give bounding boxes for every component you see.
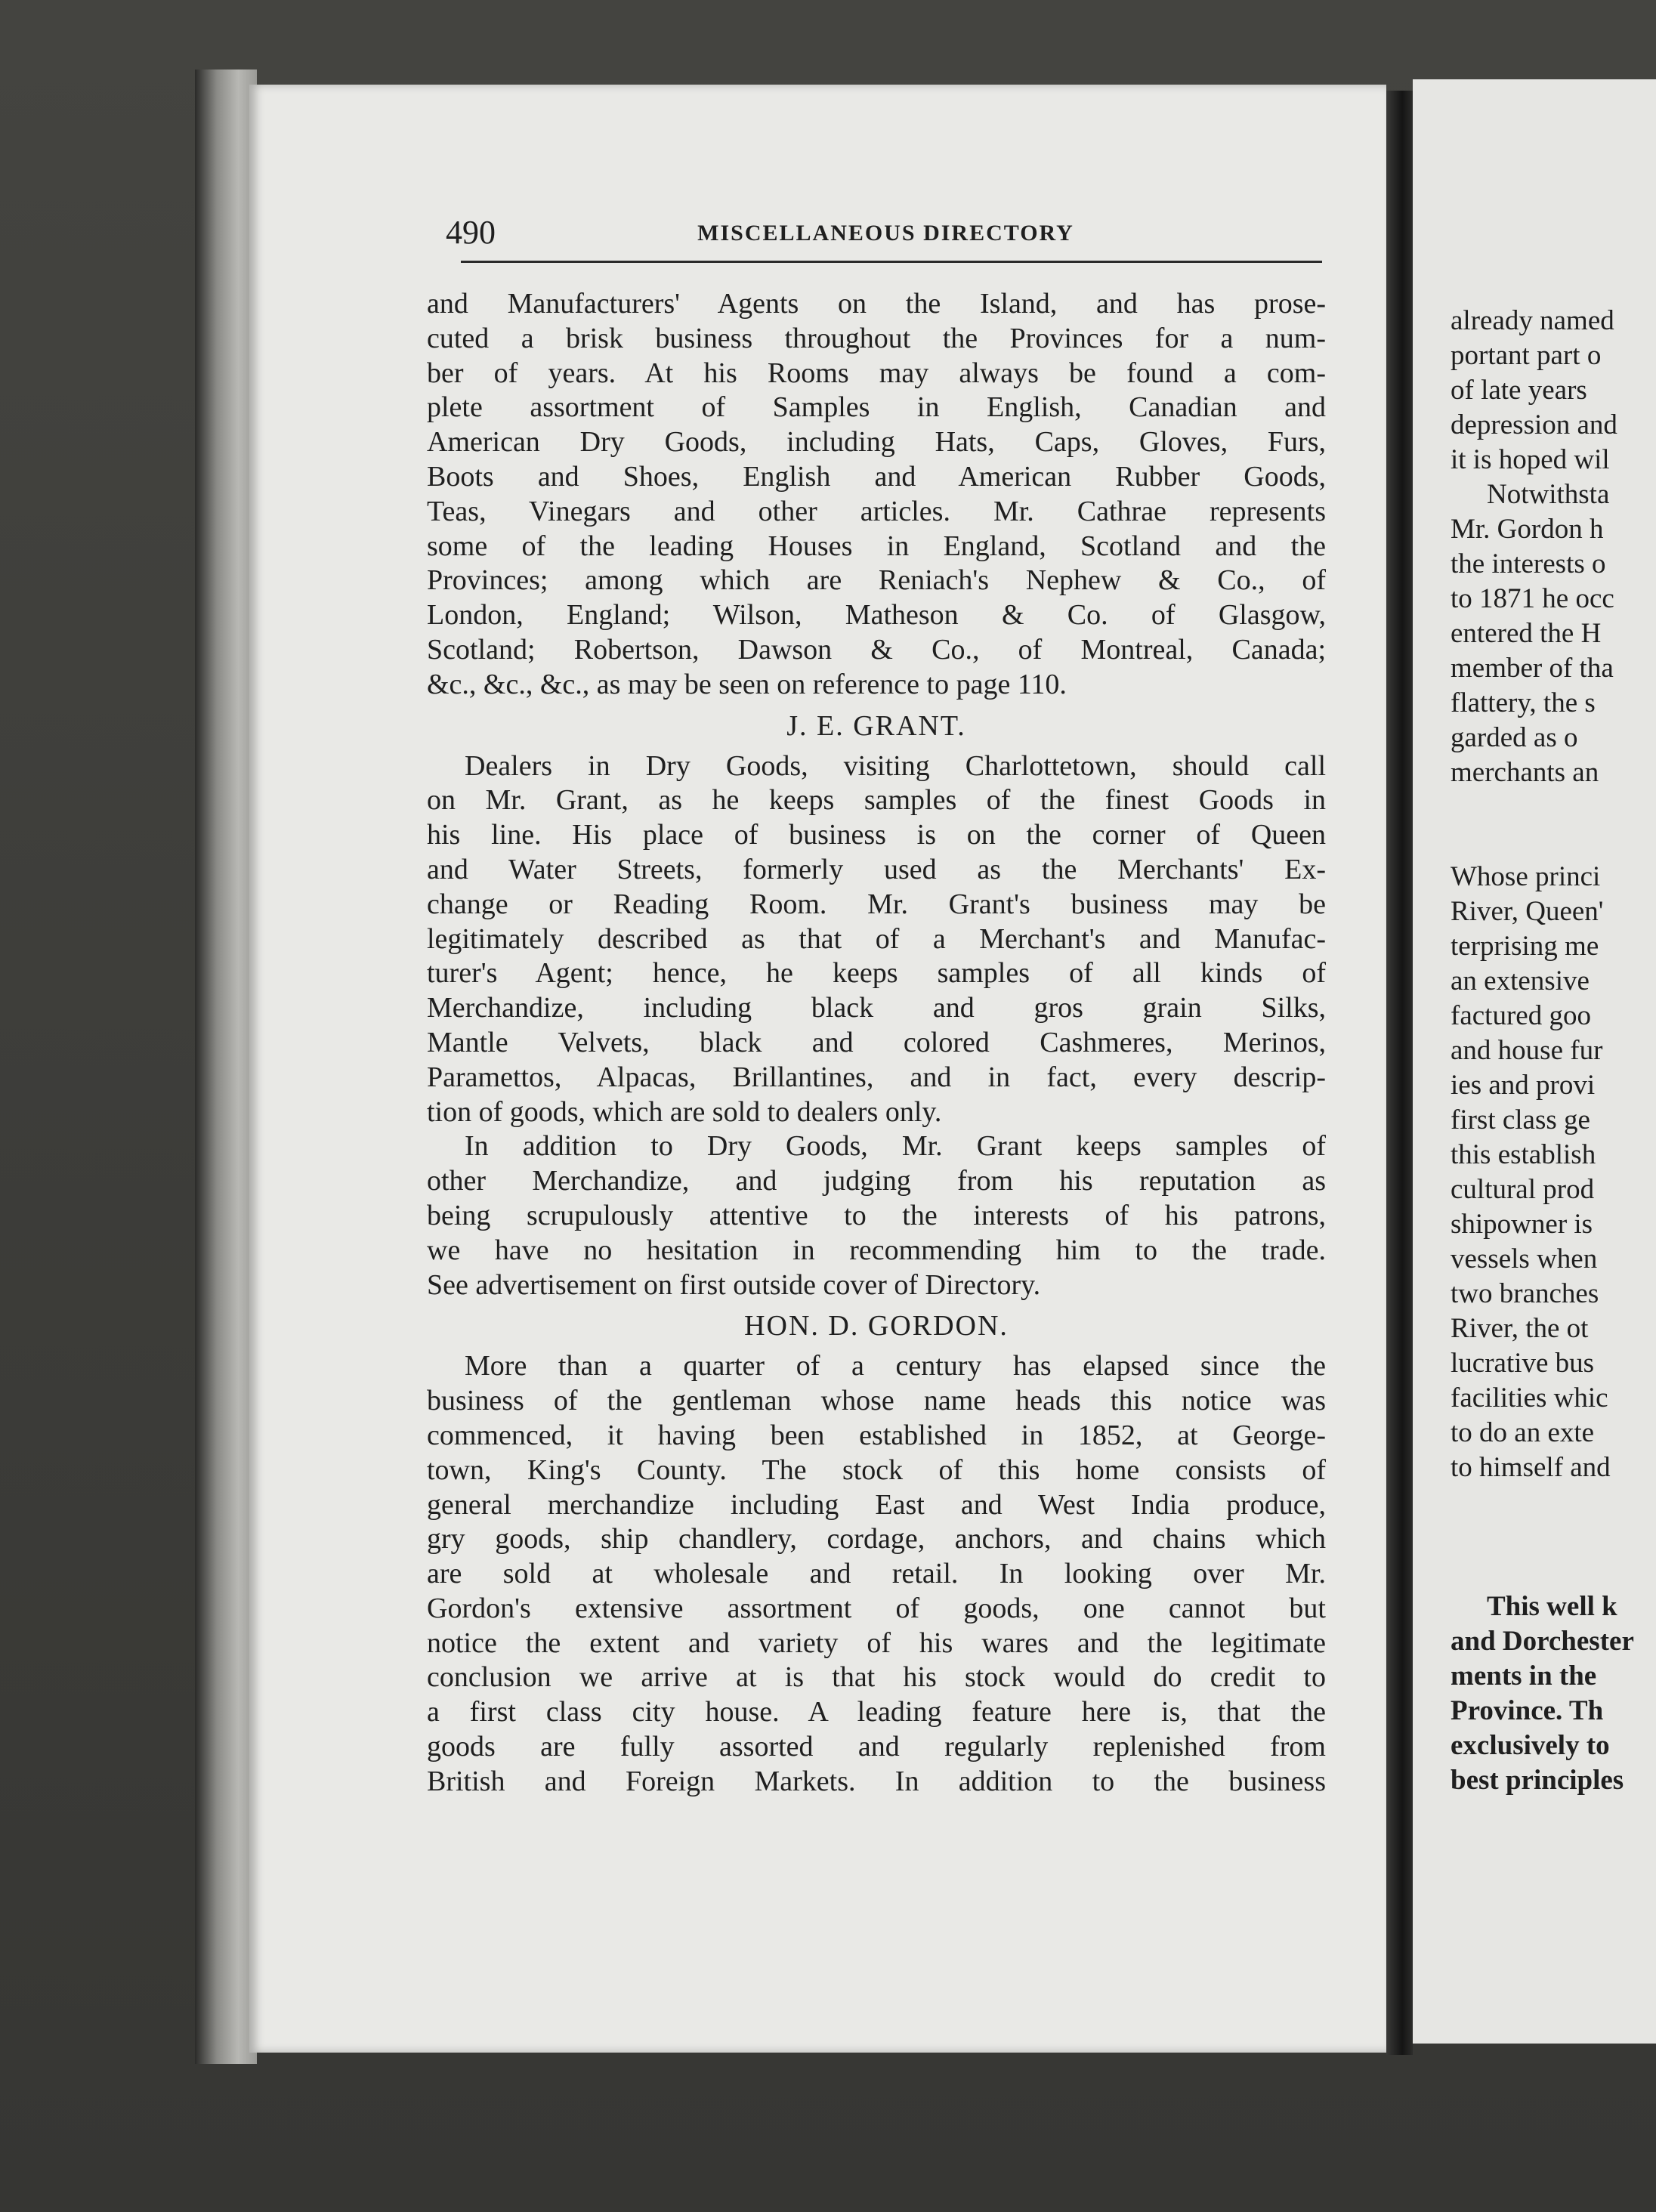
text-line: factured goo (1451, 1000, 1591, 1031)
text-line: depression and (1451, 409, 1617, 440)
text-line: merchants an (1451, 757, 1599, 788)
text-line: exclusively to (1451, 1730, 1610, 1761)
left-page-body (427, 287, 1326, 1800)
text-line: general merchandize including East and West India produce, (427, 1488, 1326, 1521)
text-line: Provinces; among which are Reniach's Nephew & Co., of (427, 564, 1326, 597)
text-line: Province. Th (1451, 1695, 1604, 1726)
text-line: This well k (1487, 1591, 1617, 1622)
text-line: Gordon's extensive assortment of goods, one cannot but (427, 1592, 1326, 1624)
text-line: Boots and Shoes, English and American Rubber Goods, (427, 460, 1326, 493)
text-line: are sold at wholesale and retail. In looking over Mr. (427, 1558, 1326, 1590)
text-line: Whose princi (1451, 861, 1601, 892)
text-line: American Dry Goods, including Hats, Caps, Gloves, Furs, (427, 426, 1326, 459)
text-line: some of the leading Houses in England, Scotland and the (427, 530, 1326, 562)
text-line: flattery, the s (1451, 687, 1596, 718)
text-line: commenced, it having been established in 1852, at George- (427, 1419, 1326, 1451)
text-line: cuted a brisk business throughout the Provinces for a num- (427, 322, 1326, 354)
text-line: ies and provi (1451, 1070, 1596, 1101)
text-line: River, the ot (1451, 1313, 1589, 1344)
text-line: See advertisement on first outside cover of Directory. (427, 1268, 1041, 1301)
text-line: and Water Streets, formerly used as the Merchants' Ex- (427, 853, 1326, 885)
text-line: lucrative bus (1451, 1348, 1595, 1379)
text-line: plete assortment of Samples in English, Canadian and (427, 391, 1326, 424)
grant-paragraph-2 (427, 1129, 1326, 1302)
text-line: River, Queen' (1451, 896, 1604, 927)
text-line: More than a quarter of a century has elapsed since the (465, 1350, 1326, 1382)
spacer-line (1451, 1520, 1656, 1555)
right-page-body (1451, 304, 1656, 1798)
text-line: legitimately described as that of a Merchant's and Manufac- (427, 922, 1326, 955)
text-line: an extensive (1451, 965, 1590, 996)
text-line: terprising me (1451, 931, 1599, 962)
text-line: portant part o (1451, 340, 1602, 371)
text-line: on Mr. Grant, as he keeps samples of the finest Goods in (427, 784, 1326, 817)
text-line: goods are fully assorted and regularly replenished from (427, 1731, 1326, 1763)
text-line: and house fur (1451, 1035, 1603, 1066)
text-line: being scrupulously attentive to the interests of his patrons, (427, 1199, 1326, 1231)
text-line: facilities whic (1451, 1382, 1608, 1413)
text-line: Paramettos, Alpacas, Brillantines, and in fact, every descrip- (427, 1061, 1326, 1093)
text-line: London, England; Wilson, Matheson & Co. of Glasgow, (427, 599, 1326, 632)
text-line: town, King's County. The stock of this home consists of (427, 1454, 1326, 1486)
text-line: two branches (1451, 1278, 1599, 1309)
text-line: cultural prod (1451, 1174, 1595, 1205)
text-line: of late years (1451, 375, 1587, 406)
text-line: we have no hesitation in recommending him to the trade. (427, 1234, 1326, 1266)
text-line (1451, 790, 1656, 825)
text-line: Mantle Velvets, black and colored Cashmeres, Merinos, (427, 1026, 1326, 1058)
text-line: member of tha (1451, 653, 1614, 684)
running-header (446, 213, 1326, 251)
text-line: Notwithsta (1487, 479, 1610, 510)
section-heading-gordon: HON. D. GORDON. (744, 1310, 1009, 1342)
text-line: a first class city house. A leading feature here is, that the (427, 1696, 1326, 1729)
text-line: shipowner is (1451, 1209, 1593, 1240)
section-heading-grant: J. E. GRANT. (786, 709, 966, 742)
spacer-line (1451, 1485, 1656, 1520)
text-line: conclusion we arrive at is that his stock would do credit to (427, 1661, 1326, 1694)
text-line: it is hoped wil (1451, 444, 1610, 475)
text-line (1451, 825, 1656, 860)
text-line: already named (1451, 305, 1614, 336)
text-line: the interests o (1451, 548, 1606, 579)
text-line: ber of years. At his Rooms may always be found a com- (427, 357, 1326, 389)
header-rule (461, 261, 1322, 263)
gordon-paragraph (427, 1349, 1326, 1799)
text-line: business of the gentleman whose name heads this notice was (427, 1385, 1326, 1417)
cathrae-paragraph (427, 287, 1326, 703)
text-line: his line. His place of business is on the corner of Queen (427, 819, 1326, 851)
text-line: notice the extent and variety of his wares and the legitimate (427, 1627, 1326, 1659)
text-line: vessels when (1451, 1243, 1598, 1274)
text-line: tion of goods, which are sold to dealers only. (427, 1095, 942, 1128)
text-line: Merchandize, including black and gros grain Silks, (427, 992, 1326, 1024)
book-page-edge (195, 70, 257, 2064)
text-line: this establish (1451, 1139, 1596, 1170)
text-line: Scotland; Robertson, Dawson & Co., of Montreal, Canada; (427, 633, 1326, 666)
text-line: and Dorchester (1451, 1626, 1634, 1657)
text-line: turer's Agent; hence, he keeps samples of all kinds of (427, 957, 1326, 990)
text-line: garded as o (1451, 722, 1578, 753)
text-line: In addition to Dry Goods, Mr. Grant keeps samples of (465, 1130, 1326, 1163)
text-line: &c., &c., &c., as may be seen on reference to page 110. (427, 668, 1067, 700)
header-title: MISCELLANEOUS DIRECTORY (697, 221, 1074, 246)
text-line: and Manufacturers' Agents on the Island, and has prose- (427, 288, 1326, 320)
text-line: Dealers in Dry Goods, visiting Charlottetown, should call (465, 749, 1326, 782)
grant-paragraph-1 (427, 749, 1326, 1130)
text-line: British and Foreign Markets. In addition to the business (427, 1765, 1326, 1797)
text-line: to do an exte (1451, 1417, 1595, 1448)
text-line: entered the H (1451, 618, 1602, 649)
text-line: best principles (1451, 1765, 1624, 1796)
text-line: change or Reading Room. Mr. Grant's business may be (427, 888, 1326, 920)
book-gutter (1386, 91, 1413, 2055)
text-line: first class ge (1451, 1104, 1590, 1135)
text-line: ments in the (1451, 1661, 1597, 1691)
text-line: gry goods, ship chandlery, cordage, anchors, and chains which (427, 1523, 1326, 1556)
text-line: Teas, Vinegars and other articles. Mr. Cathrae represents (427, 495, 1326, 527)
spacer-line (1451, 1555, 1656, 1589)
page-number: 490 (446, 214, 496, 251)
text-line: to 1871 he occ (1451, 583, 1614, 614)
text-line: other Merchandize, and judging from his reputation as (427, 1165, 1326, 1197)
text-line: Mr. Gordon h (1451, 514, 1604, 545)
text-line: to himself and (1451, 1452, 1611, 1483)
